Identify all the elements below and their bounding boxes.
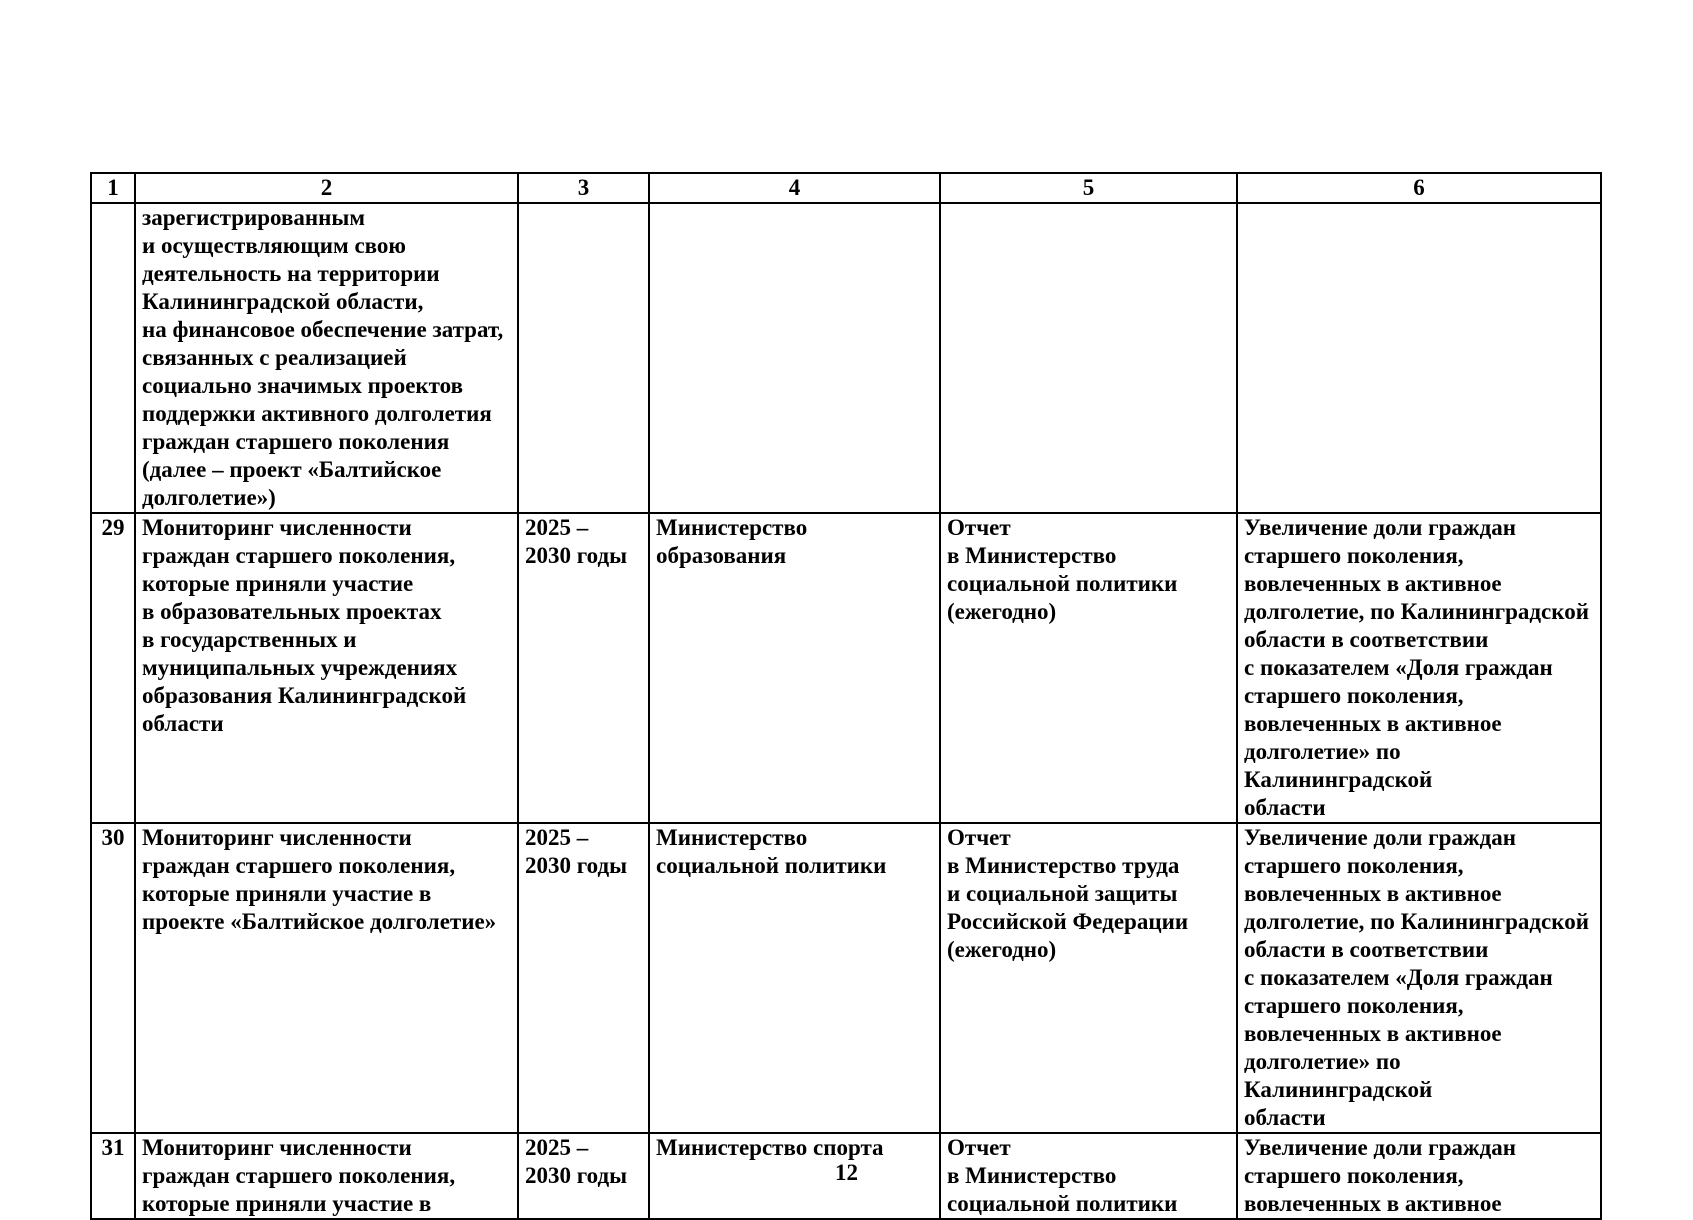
measure-name-cell: Мониторинг численности граждан старшего поколения, которые приняли участие в bbox=[135, 1133, 518, 1219]
responsible-cell: Министерство спорта bbox=[649, 1133, 940, 1219]
result-cell bbox=[1237, 203, 1601, 513]
row-number: 30 bbox=[91, 823, 135, 1133]
table-row bbox=[91, 203, 1601, 513]
report-cell: Отчет в Министерство труда и социальной защиты Российской Федерации (ежегодно) bbox=[940, 823, 1237, 1133]
responsible-cell: Министерство образования bbox=[649, 513, 940, 823]
measures-table bbox=[90, 172, 1602, 1220]
row-number bbox=[91, 203, 135, 513]
column-header-2: 2 bbox=[135, 173, 518, 203]
result-cell: Увеличение доли граждан старшего поколения, вовлеченных в активное долголетие, по Калининградской области в соответствии с показателем «Доля граждан старшего поколения, вовлеченных в активное долголетие» по Калининградской области bbox=[1237, 823, 1601, 1133]
report-cell: Отчет в Министерство социальной политики bbox=[940, 1133, 1237, 1219]
measure-name-cell: Мониторинг численности граждан старшего поколения, которые приняли участие в образовательных проектах в государственных и муниципальных учреждениях образования Калининградской области bbox=[135, 513, 518, 823]
page-number: 12 bbox=[835, 1160, 858, 1185]
responsible-cell bbox=[649, 203, 940, 513]
responsible-cell: Министерство социальной политики bbox=[649, 823, 940, 1133]
column-header-5: 5 bbox=[940, 173, 1237, 203]
report-cell bbox=[940, 203, 1237, 513]
column-header-6: 6 bbox=[1237, 173, 1601, 203]
period-cell: 2025 – 2030 годы bbox=[518, 513, 649, 823]
result-cell: Увеличение доли граждан старшего поколения, вовлеченных в активное bbox=[1237, 1133, 1601, 1219]
measure-name-cell: зарегистрированным и осуществляющим свою деятельность на территории Калининградской области, на финансовое обеспечение затрат, связанных с реализацией социально значимых проектов поддержки активного долголетия граждан старшего поколения (далее – проект «Балтийское долголетие») bbox=[135, 203, 518, 513]
column-header-4: 4 bbox=[649, 173, 940, 203]
row-number: 31 bbox=[91, 1133, 135, 1219]
period-cell bbox=[518, 203, 649, 513]
table-row bbox=[91, 513, 1601, 823]
period-cell: 2025 – 2030 годы bbox=[518, 823, 649, 1133]
measure-name-cell: Мониторинг численности граждан старшего поколения, которые приняли участие в проекте «Балтийское долголетие» bbox=[135, 823, 518, 1133]
table-row bbox=[91, 823, 1601, 1133]
period-cell: 2025 – 2030 годы bbox=[518, 1133, 649, 1219]
column-header-1: 1 bbox=[91, 173, 135, 203]
result-cell: Увеличение доли граждан старшего поколения, вовлеченных в активное долголетие, по Калининградской области в соответствии с показателем «Доля граждан старшего поколения, вовлеченных в активное долголетие» по Калининградской области bbox=[1237, 513, 1601, 823]
report-cell: Отчет в Министерство социальной политики (ежегодно) bbox=[940, 513, 1237, 823]
column-header-3: 3 bbox=[518, 173, 649, 203]
column-number-row bbox=[91, 173, 1601, 203]
row-number: 29 bbox=[91, 513, 135, 823]
